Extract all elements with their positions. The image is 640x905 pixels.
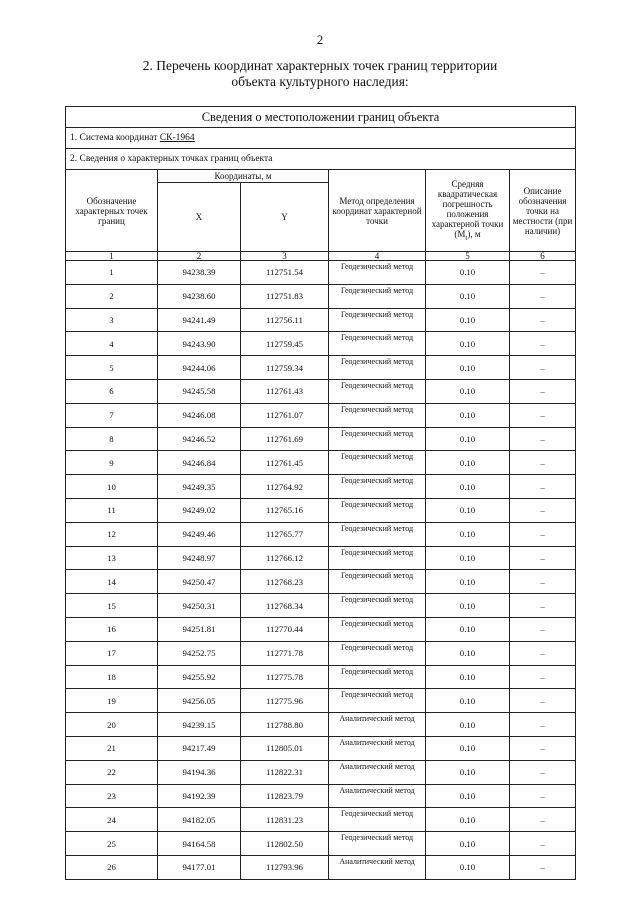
x-coordinate-cell: 94246.52 xyxy=(158,427,241,451)
x-coordinate-cell: 94192.39 xyxy=(158,784,241,808)
method-cell: Геодезический метод xyxy=(329,475,426,499)
point-number-cell: 21 xyxy=(66,736,158,760)
y-coordinate-cell: 112823.79 xyxy=(241,784,329,808)
x-coordinate-cell: 94256.05 xyxy=(158,689,241,713)
description-cell: – xyxy=(510,546,576,570)
table-row xyxy=(66,498,576,522)
point-number-cell: 18 xyxy=(66,665,158,689)
header-accuracy-unit: ), м xyxy=(467,228,481,239)
accuracy-cell: 0.10 xyxy=(426,808,510,832)
point-number-cell: 25 xyxy=(66,832,158,856)
method-cell: Геодезический метод xyxy=(329,498,426,522)
y-coordinate-cell: 112759.34 xyxy=(241,356,329,380)
column-number: 4 xyxy=(329,252,426,261)
y-coordinate-cell: 112770.44 xyxy=(241,617,329,641)
description-cell: – xyxy=(510,451,576,475)
x-coordinate-cell: 94241.49 xyxy=(158,308,241,332)
description-cell: – xyxy=(510,594,576,618)
accuracy-cell: 0.10 xyxy=(426,594,510,618)
table-row xyxy=(66,356,576,380)
method-cell: Геодезический метод xyxy=(329,451,426,475)
point-number-cell: 26 xyxy=(66,855,158,879)
y-coordinate-cell: 112793.96 xyxy=(241,855,329,879)
description-cell: – xyxy=(510,522,576,546)
description-cell: – xyxy=(510,284,576,308)
table-row xyxy=(66,784,576,808)
table-row xyxy=(66,546,576,570)
method-cell: Геодезический метод xyxy=(329,594,426,618)
table-row xyxy=(66,332,576,356)
x-coordinate-cell: 94248.97 xyxy=(158,546,241,570)
table-row xyxy=(66,427,576,451)
description-cell: – xyxy=(510,641,576,665)
accuracy-cell: 0.10 xyxy=(426,451,510,475)
column-numbers-row xyxy=(66,252,576,261)
description-cell: – xyxy=(510,713,576,737)
accuracy-cell: 0.10 xyxy=(426,356,510,380)
description-cell: – xyxy=(510,498,576,522)
x-coordinate-cell: 94251.81 xyxy=(158,617,241,641)
method-cell: Геодезический метод xyxy=(329,641,426,665)
x-coordinate-cell: 94217.49 xyxy=(158,736,241,760)
point-number-cell: 6 xyxy=(66,379,158,403)
table-row xyxy=(66,617,576,641)
description-cell: – xyxy=(510,784,576,808)
table-row xyxy=(66,522,576,546)
table-row xyxy=(66,475,576,499)
method-cell: Аналитический метод xyxy=(329,736,426,760)
x-coordinate-cell: 94194.36 xyxy=(158,760,241,784)
description-cell: – xyxy=(510,356,576,380)
description-cell: – xyxy=(510,736,576,760)
coordinate-system-row xyxy=(66,128,576,149)
title-line-2: объекта культурного наследия: xyxy=(231,74,409,89)
method-cell: Аналитический метод xyxy=(329,713,426,737)
accuracy-cell: 0.10 xyxy=(426,546,510,570)
method-cell: Геодезический метод xyxy=(329,546,426,570)
x-coordinate-cell: 94249.02 xyxy=(158,498,241,522)
accuracy-cell: 0.10 xyxy=(426,617,510,641)
method-cell: Геодезический метод xyxy=(329,689,426,713)
y-coordinate-cell: 112802.50 xyxy=(241,832,329,856)
point-number-cell: 22 xyxy=(66,760,158,784)
method-cell: Геодезический метод xyxy=(329,403,426,427)
y-coordinate-cell: 112751.83 xyxy=(241,284,329,308)
point-number-cell: 8 xyxy=(66,427,158,451)
x-coordinate-cell: 94246.08 xyxy=(158,403,241,427)
accuracy-cell: 0.10 xyxy=(426,332,510,356)
table-row xyxy=(66,261,576,285)
point-number-cell: 7 xyxy=(66,403,158,427)
x-coordinate-cell: 94239.15 xyxy=(158,713,241,737)
accuracy-cell: 0.10 xyxy=(426,475,510,499)
title-line-1: 2. Перечень координат характерных точек границ территории xyxy=(142,58,498,73)
y-coordinate-cell: 112831.23 xyxy=(241,808,329,832)
description-cell: – xyxy=(510,855,576,879)
point-number-cell: 5 xyxy=(66,356,158,380)
description-cell: – xyxy=(510,832,576,856)
table-row xyxy=(66,736,576,760)
point-number-cell: 20 xyxy=(66,713,158,737)
x-coordinate-cell: 94255.92 xyxy=(158,665,241,689)
x-coordinate-cell: 94238.39 xyxy=(158,261,241,285)
method-cell: Геодезический метод xyxy=(329,332,426,356)
y-coordinate-cell: 112771.78 xyxy=(241,641,329,665)
point-number-cell: 17 xyxy=(66,641,158,665)
table-row xyxy=(66,570,576,594)
point-number-cell: 16 xyxy=(66,617,158,641)
y-coordinate-cell: 112751.54 xyxy=(241,261,329,285)
header-point-designation: Обозначение характерных точек границ xyxy=(66,170,158,252)
column-number: 3 xyxy=(241,252,329,261)
table-row xyxy=(66,832,576,856)
method-cell: Геодезический метод xyxy=(329,308,426,332)
header-accuracy xyxy=(426,170,510,252)
y-coordinate-cell: 112759.45 xyxy=(241,332,329,356)
y-coordinate-cell: 112761.43 xyxy=(241,379,329,403)
description-cell: – xyxy=(510,808,576,832)
accuracy-cell: 0.10 xyxy=(426,498,510,522)
accuracy-cell: 0.10 xyxy=(426,284,510,308)
table-row xyxy=(66,855,576,879)
method-cell: Геодезический метод xyxy=(329,379,426,403)
description-cell: – xyxy=(510,475,576,499)
x-coordinate-cell: 94238.60 xyxy=(158,284,241,308)
description-cell: – xyxy=(510,261,576,285)
x-coordinate-cell: 94249.46 xyxy=(158,522,241,546)
table-row xyxy=(66,594,576,618)
table-row xyxy=(66,689,576,713)
accuracy-cell: 0.10 xyxy=(426,403,510,427)
y-coordinate-cell: 112765.16 xyxy=(241,498,329,522)
x-coordinate-cell: 94245.58 xyxy=(158,379,241,403)
table-main-title: Сведения о местоположении границ объекта xyxy=(66,107,576,128)
method-cell: Аналитический метод xyxy=(329,760,426,784)
x-coordinate-cell: 94249.35 xyxy=(158,475,241,499)
method-cell: Геодезический метод xyxy=(329,356,426,380)
coordinate-system-name: СК-1964 xyxy=(159,133,195,143)
point-number-cell: 4 xyxy=(66,332,158,356)
table-row xyxy=(66,641,576,665)
accuracy-cell: 0.10 xyxy=(426,308,510,332)
method-cell: Геодезический метод xyxy=(329,808,426,832)
description-cell: – xyxy=(510,617,576,641)
y-coordinate-cell: 112775.96 xyxy=(241,689,329,713)
x-coordinate-cell: 94182.05 xyxy=(158,808,241,832)
description-cell: – xyxy=(510,570,576,594)
description-cell: – xyxy=(510,379,576,403)
table-row xyxy=(66,451,576,475)
accuracy-cell: 0.10 xyxy=(426,736,510,760)
method-cell: Геодезический метод xyxy=(329,570,426,594)
point-number-cell: 9 xyxy=(66,451,158,475)
y-coordinate-cell: 112765.77 xyxy=(241,522,329,546)
table-row xyxy=(66,808,576,832)
point-number-cell: 15 xyxy=(66,594,158,618)
point-number-cell: 14 xyxy=(66,570,158,594)
table-row xyxy=(66,284,576,308)
description-cell: – xyxy=(510,689,576,713)
x-coordinate-cell: 94246.84 xyxy=(158,451,241,475)
accuracy-cell: 0.10 xyxy=(426,832,510,856)
accuracy-cell: 0.10 xyxy=(426,522,510,546)
header-description: Описание обозначения точки на местности (при наличии) xyxy=(510,170,576,252)
y-coordinate-cell: 112768.34 xyxy=(241,594,329,618)
table-row xyxy=(66,665,576,689)
accuracy-cell: 0.10 xyxy=(426,760,510,784)
point-number-cell: 23 xyxy=(66,784,158,808)
document-title xyxy=(90,58,550,90)
y-coordinate-cell: 112764.92 xyxy=(241,475,329,499)
point-number-cell: 19 xyxy=(66,689,158,713)
point-number-cell: 1 xyxy=(66,261,158,285)
method-cell: Геодезический метод xyxy=(329,617,426,641)
x-coordinate-cell: 94250.47 xyxy=(158,570,241,594)
point-number-cell: 10 xyxy=(66,475,158,499)
x-coordinate-cell: 94177.01 xyxy=(158,855,241,879)
method-cell: Аналитический метод xyxy=(329,855,426,879)
method-cell: Геодезический метод xyxy=(329,284,426,308)
y-coordinate-cell: 112775.78 xyxy=(241,665,329,689)
y-coordinate-cell: 112805.01 xyxy=(241,736,329,760)
method-cell: Геодезический метод xyxy=(329,427,426,451)
y-coordinate-cell: 112761.07 xyxy=(241,403,329,427)
accuracy-cell: 0.10 xyxy=(426,641,510,665)
x-coordinate-cell: 94164.58 xyxy=(158,832,241,856)
y-coordinate-cell: 112756.11 xyxy=(241,308,329,332)
y-coordinate-cell: 112768.23 xyxy=(241,570,329,594)
description-cell: – xyxy=(510,332,576,356)
description-cell: – xyxy=(510,665,576,689)
description-cell: – xyxy=(510,308,576,332)
description-cell: – xyxy=(510,427,576,451)
method-cell: Геодезический метод xyxy=(329,261,426,285)
accuracy-cell: 0.10 xyxy=(426,689,510,713)
accuracy-cell: 0.10 xyxy=(426,379,510,403)
point-number-cell: 2 xyxy=(66,284,158,308)
method-cell: Аналитический метод xyxy=(329,784,426,808)
header-coordinates: Координаты, м xyxy=(158,170,329,183)
point-number-cell: 13 xyxy=(66,546,158,570)
method-cell: Геодезический метод xyxy=(329,665,426,689)
boundary-points-table xyxy=(65,106,576,880)
point-number-cell: 11 xyxy=(66,498,158,522)
header-x: X xyxy=(158,183,241,252)
table-row xyxy=(66,308,576,332)
x-coordinate-cell: 94250.31 xyxy=(158,594,241,618)
method-cell: Геодезический метод xyxy=(329,522,426,546)
header-accuracy-text: Средняя квадратическая погрешность положения характерной точки (М xyxy=(431,178,504,239)
header-method: Метод определения координат характерной точки xyxy=(329,170,426,252)
table-row xyxy=(66,379,576,403)
description-cell: – xyxy=(510,403,576,427)
accuracy-cell: 0.10 xyxy=(426,784,510,808)
column-number: 2 xyxy=(158,252,241,261)
point-number-cell: 3 xyxy=(66,308,158,332)
column-number: 1 xyxy=(66,252,158,261)
table-row xyxy=(66,713,576,737)
header-y: Y xyxy=(241,183,329,252)
y-coordinate-cell: 112761.45 xyxy=(241,451,329,475)
accuracy-cell: 0.10 xyxy=(426,570,510,594)
y-coordinate-cell: 112761.69 xyxy=(241,427,329,451)
accuracy-cell: 0.10 xyxy=(426,261,510,285)
header-accuracy-subscript: t xyxy=(465,233,468,242)
method-cell: Геодезический метод xyxy=(329,832,426,856)
points-section-title: 2. Сведения о характерных точках границ объекта xyxy=(66,149,576,170)
accuracy-cell: 0.10 xyxy=(426,713,510,737)
x-coordinate-cell: 94244.06 xyxy=(158,356,241,380)
table-row xyxy=(66,760,576,784)
accuracy-cell: 0.10 xyxy=(426,427,510,451)
y-coordinate-cell: 112766.12 xyxy=(241,546,329,570)
point-number-cell: 12 xyxy=(66,522,158,546)
column-number: 5 xyxy=(426,252,510,261)
y-coordinate-cell: 112788.80 xyxy=(241,713,329,737)
coordinate-system-label: 1. Система координат xyxy=(70,133,160,143)
accuracy-cell: 0.10 xyxy=(426,855,510,879)
x-coordinate-cell: 94252.75 xyxy=(158,641,241,665)
x-coordinate-cell: 94243.90 xyxy=(158,332,241,356)
description-cell: – xyxy=(510,760,576,784)
column-number: 6 xyxy=(510,252,576,261)
table-row xyxy=(66,403,576,427)
y-coordinate-cell: 112822.31 xyxy=(241,760,329,784)
page-number: 2 xyxy=(316,32,324,47)
point-number-cell: 24 xyxy=(66,808,158,832)
accuracy-cell: 0.10 xyxy=(426,665,510,689)
